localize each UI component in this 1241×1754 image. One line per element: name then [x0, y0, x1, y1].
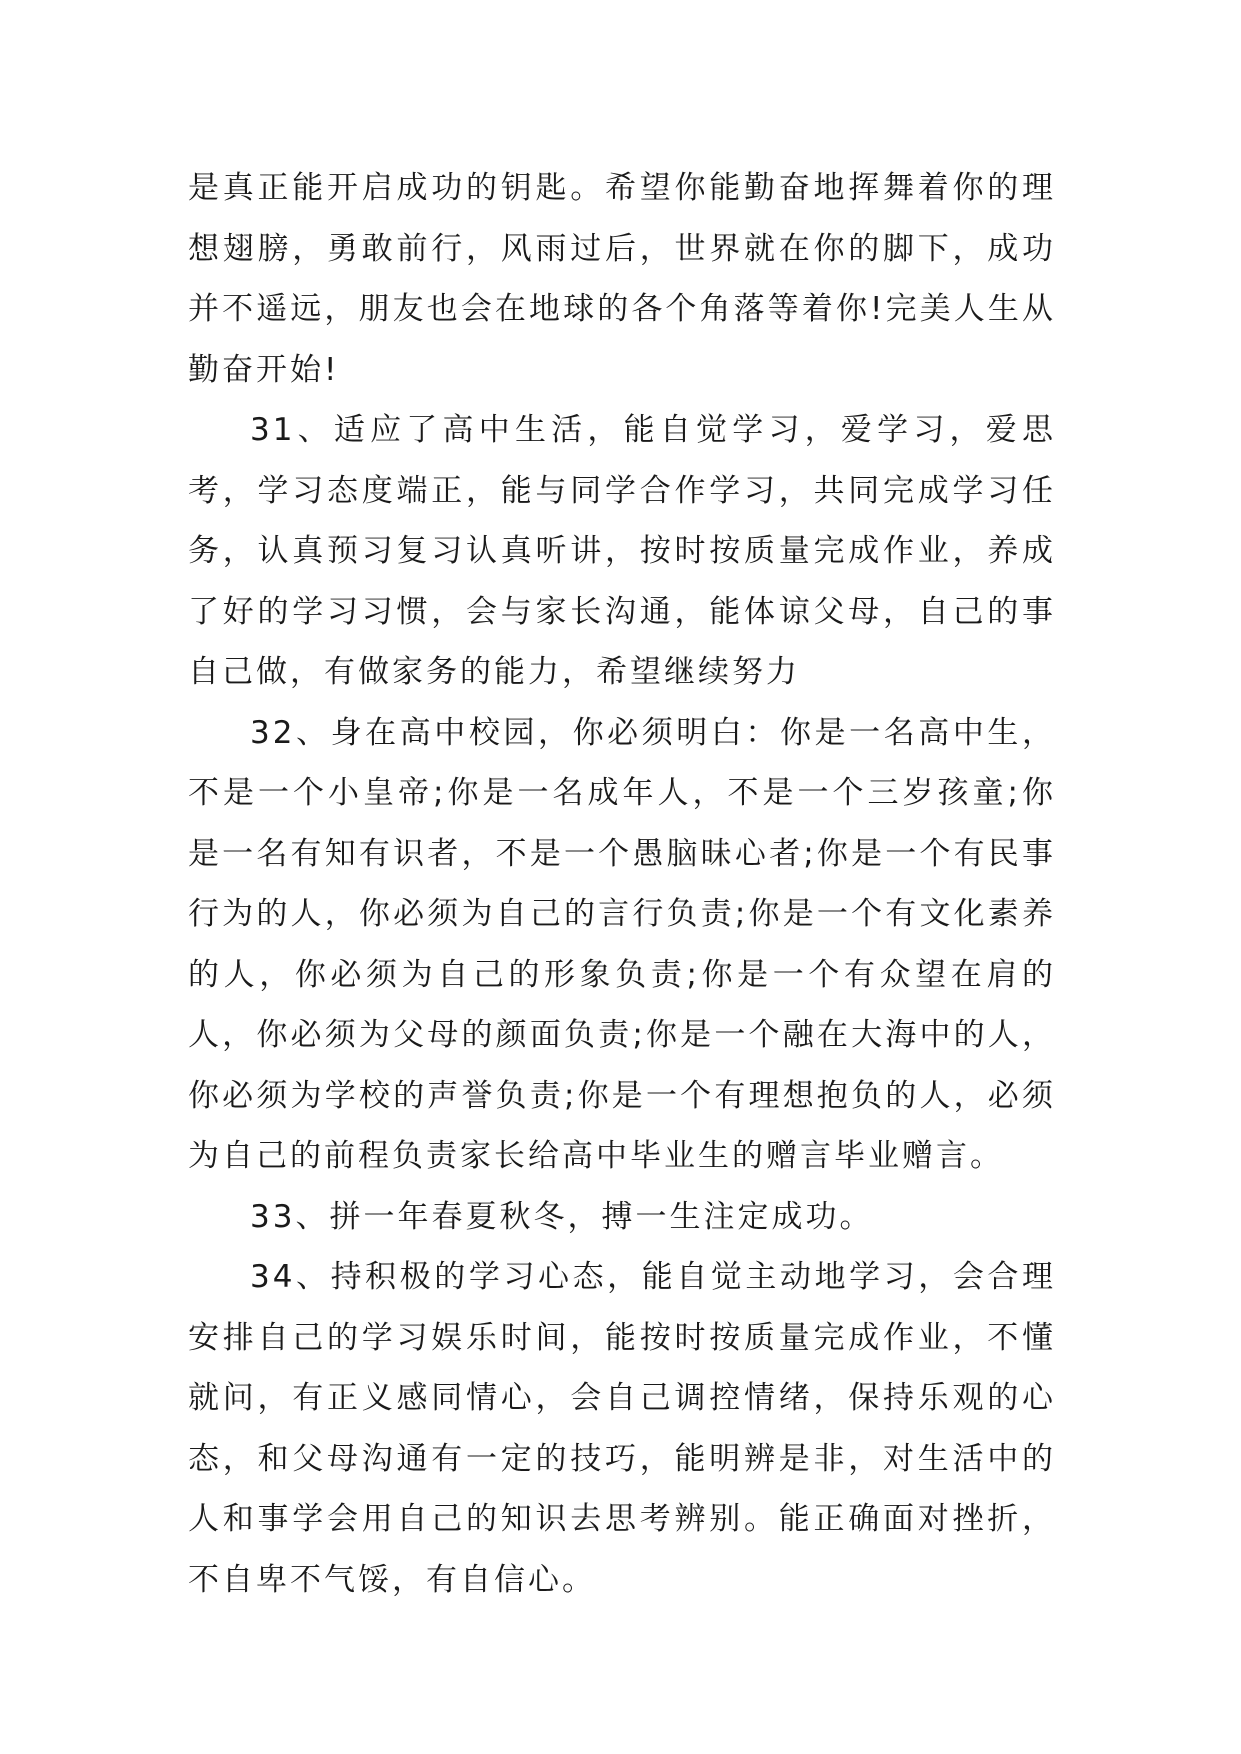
paragraph-32: 32、身在高中校园，你必须明白：你是一名高中生，不是一个小皇帝;你是一名成年人，不是一个三岁孩童;你是一名有知有识者，不是一个愚脑昧心者;你是一个有民事行为的人，你必须为自己的言行负责;你是一个有文化素养的人，你必须为自己的形象负责;你是一个有众望在肩的人，你必须为父母的颜面负责;你是一个融在大海中的人，你必须为学校的声誉负责;你是一个有理想抱负的人，必须为自己的前程负责家长给高中毕业生的赠言毕业赠言。 [188, 714, 1056, 1174]
document-body [188, 158, 1056, 1610]
paragraph-33: 33、拼一年春夏秋冬，搏一生注定成功。 [250, 1198, 874, 1235]
paragraph-continuation: 是真正能开启成功的钥匙。希望你能勤奋地挥舞着你的理想翅膀，勇敢前行，风雨过后，世界就在你的脚下，成功并不遥远，朋友也会在地球的各个角落等着你!完美人生从勤奋开始! [188, 170, 1056, 388]
paragraph-34: 34、持积极的学习心态，能自觉主动地学习，会合理安排自己的学习娱乐时间，能按时按质量完成作业，不懂就问，有正义感同情心，会自己调控情绪，保持乐观的心态，和父母沟通有一定的技巧，能明辨是非，对生活中的人和事学会用自己的知识去思考辨别。能正确面对挫折，不自卑不气馁，有自信心。 [188, 1259, 1056, 1598]
paragraph-31: 31、适应了高中生活，能自觉学习，爱学习，爱思考，学习态度端正，能与同学合作学习，共同完成学习任务，认真预习复习认真听讲，按时按质量完成作业，养成了好的学习习惯，会与家长沟通，能体谅父母，自己的事自己做，有做家务的能力，希望继续努力 [188, 412, 1056, 690]
